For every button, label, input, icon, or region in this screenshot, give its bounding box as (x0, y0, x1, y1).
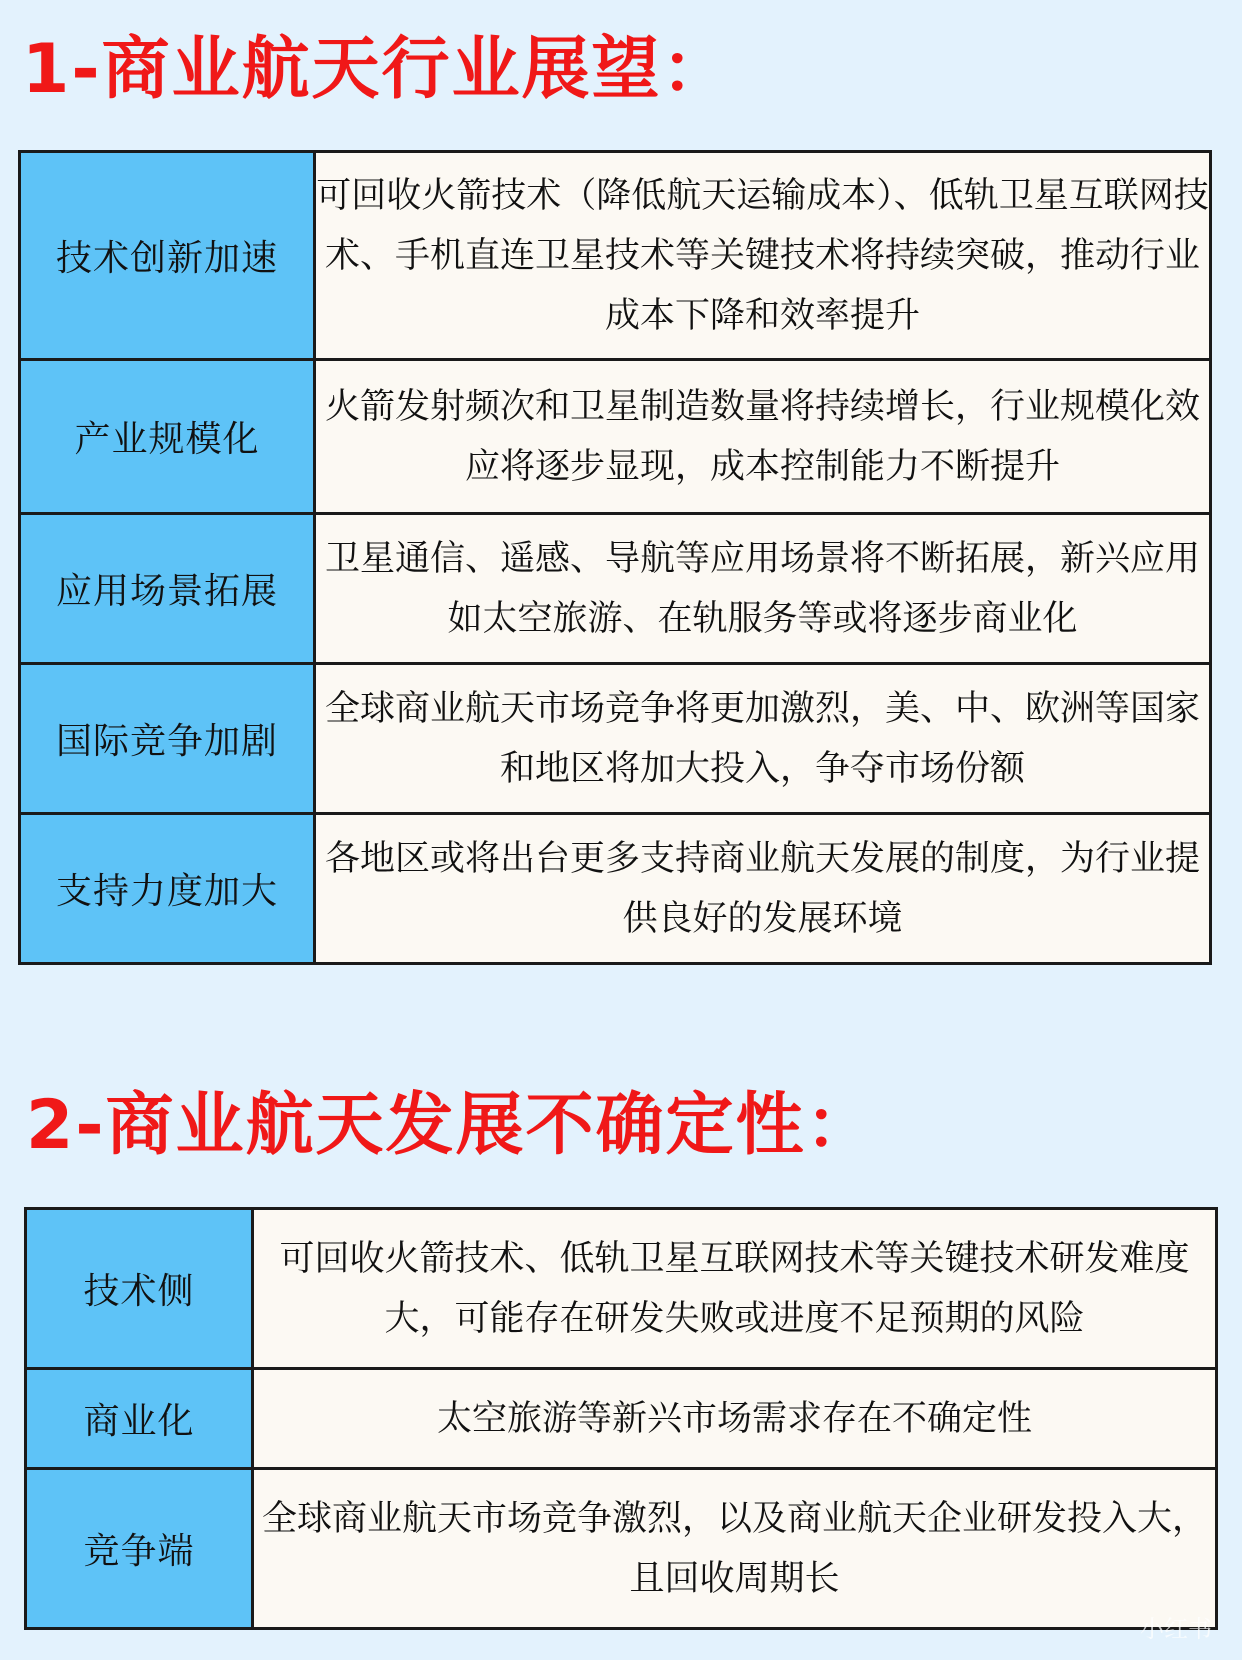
row-description: 全球商业航天市场竞争将更加激烈，美、中、欧洲等国家和地区将加大投入，争夺市场份额 (315, 664, 1211, 814)
row-label: 产业规模化 (20, 360, 315, 514)
row-label: 技术侧 (26, 1209, 253, 1369)
watermark-logo: 小红书 (1140, 1615, 1212, 1643)
section-title-outlook: 1-商业航天行业展望： (22, 30, 732, 109)
table-row (20, 664, 1211, 814)
table-row (20, 152, 1211, 360)
row-description: 全球商业航天市场竞争激烈，以及商业航天企业研发投入大，且回收周期长 (253, 1469, 1217, 1629)
table-row (26, 1469, 1217, 1629)
table-row (20, 814, 1211, 964)
table-row (20, 360, 1211, 514)
section-title-uncertainty: 2-商业航天发展不确定性： (26, 1086, 876, 1165)
table-row (20, 514, 1211, 664)
uncertainty-table (24, 1207, 1218, 1630)
row-label: 商业化 (26, 1369, 253, 1469)
row-description: 火箭发射频次和卫星制造数量将持续增长，行业规模化效应将逐步显现，成本控制能力不断提升 (315, 360, 1211, 514)
row-label: 应用场景拓展 (20, 514, 315, 664)
row-description: 各地区或将出台更多支持商业航天发展的制度，为行业提供良好的发展环境 (315, 814, 1211, 964)
row-label: 技术创新加速 (20, 152, 315, 360)
row-label: 竞争端 (26, 1469, 253, 1629)
table-row (26, 1369, 1217, 1469)
outlook-table (18, 150, 1212, 965)
row-description: 可回收火箭技术、低轨卫星互联网技术等关键技术研发难度大，可能存在研发失败或进度不足预期的风险 (253, 1209, 1217, 1369)
row-description: 可回收火箭技术（降低航天运输成本）、低轨卫星互联网技术、手机直连卫星技术等关键技术将持续突破，推动行业成本下降和效率提升 (315, 152, 1211, 360)
row-description: 卫星通信、遥感、导航等应用场景将不断拓展，新兴应用如太空旅游、在轨服务等或将逐步商业化 (315, 514, 1211, 664)
row-label: 支持力度加大 (20, 814, 315, 964)
row-label: 国际竞争加剧 (20, 664, 315, 814)
row-description: 太空旅游等新兴市场需求存在不确定性 (253, 1369, 1217, 1469)
table-row (26, 1209, 1217, 1369)
